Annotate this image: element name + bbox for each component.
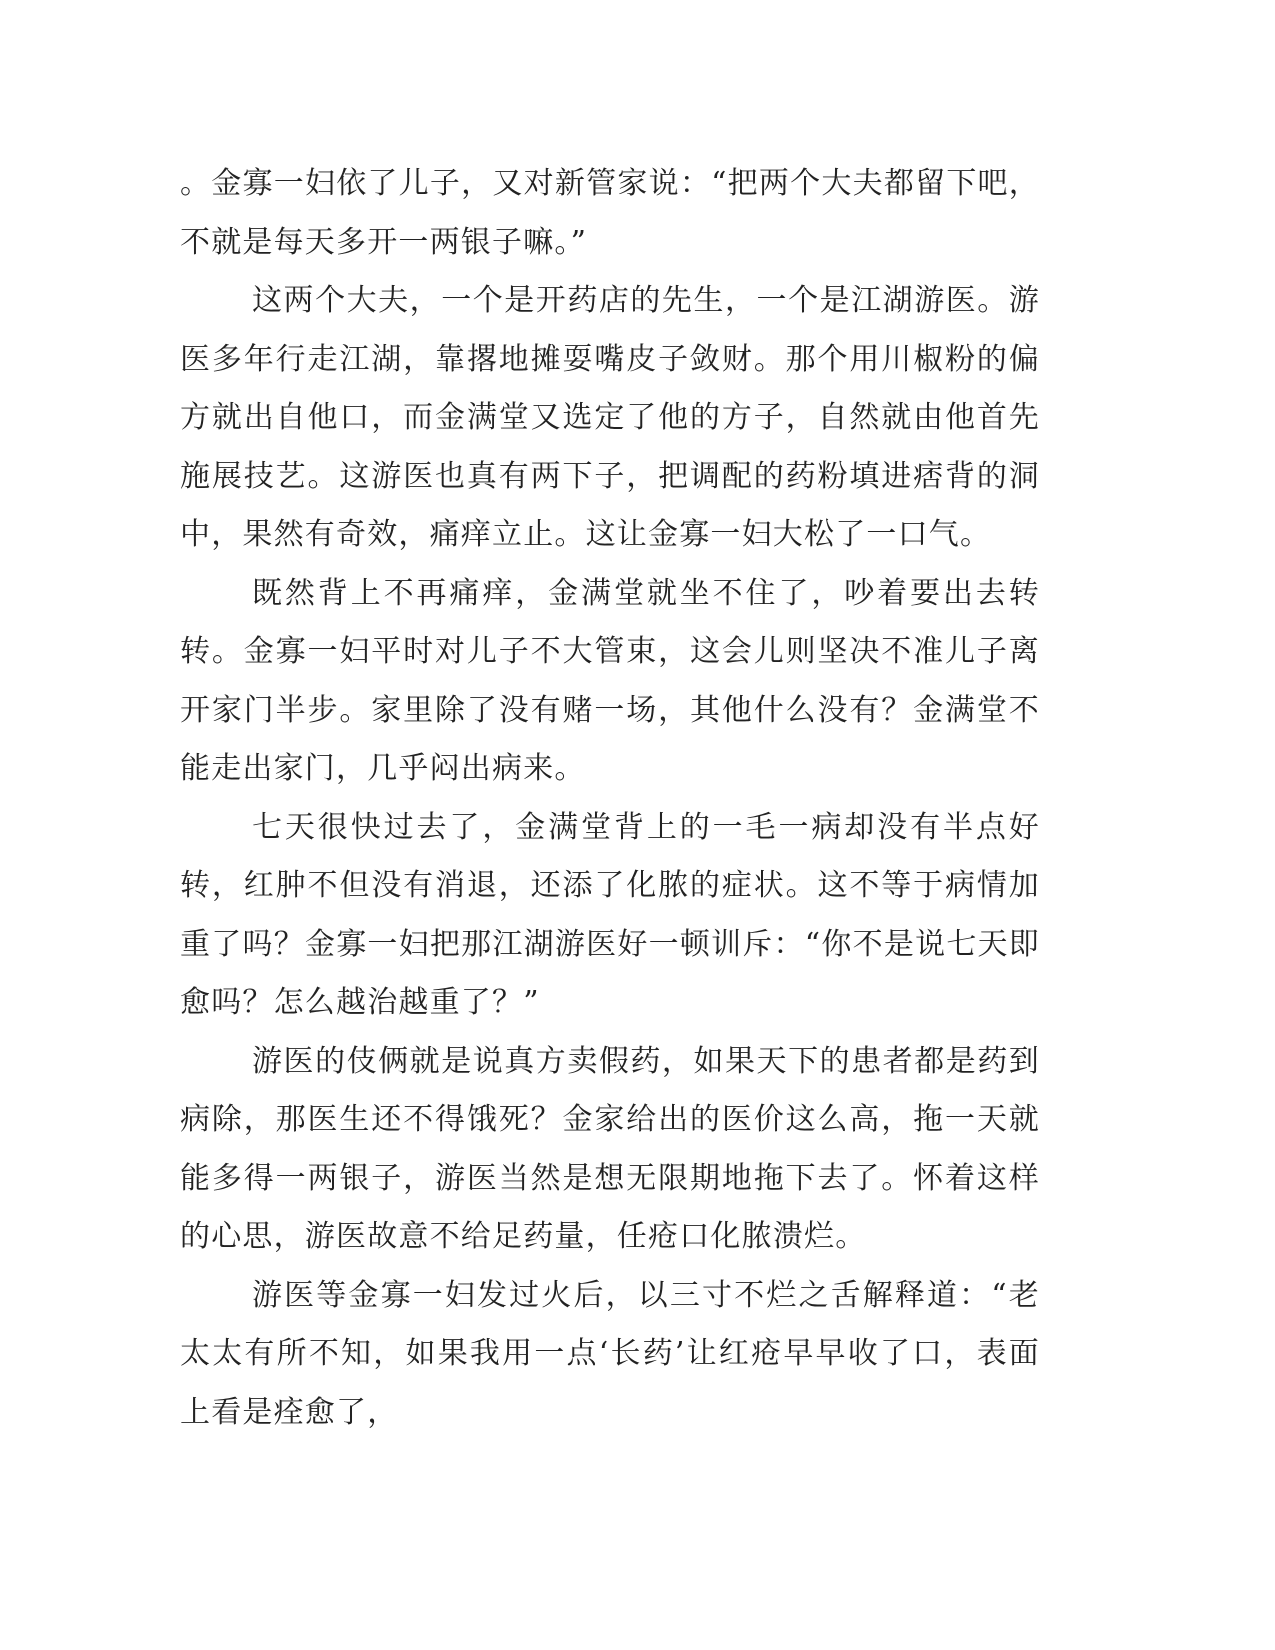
paragraph: 游医的伎俩就是说真方卖假药，如果天下的患者都是药到病除，那医生还不得饿死？金家给出的医价这么高，拖一天就能多得一两银子，游医当然是想无限期地拖下去了。怀着这样的心思，游医故意不给足药量，任疮口化脓溃烂。 (180, 1043, 1040, 1254)
body-text (180, 155, 1040, 1442)
paragraph: 游医等金寡一妇发过火后，以三寸不烂之舌解释道：“老太太有所不知，如果我用一点‘长药’让红疮早早收了口，表面上看是痊愈了， (180, 1277, 1040, 1430)
paragraph: 既然背上不再痛痒，金满堂就坐不住了，吵着要出去转转。金寡一妇平时对儿子不大管束，这会儿则坚决不准儿子离开家门半步。家里除了没有赌一场，其他什么没有？金满堂不能走出家门，几乎闷出病来。 (180, 575, 1040, 786)
paragraph: 这两个大夫，一个是开药店的先生，一个是江湖游医。游医多年行走江湖，靠撂地摊耍嘴皮子敛财。那个用川椒粉的偏方就出自他口，而金满堂又选定了他的方子，自然就由他首先施展技艺。这游医也真有两下子，把调配的药粉填进痞背的洞中，果然有奇效，痛痒立止。这让金寡一妇大松了一口气。 (180, 283, 1040, 552)
paragraph: 七天很快过去了，金满堂背上的一毛一病却没有半点好转，红肿不但没有消退，还添了化脓的症状。这不等于病情加重了吗？金寡一妇把那江湖游医好一顿训斥：“你不是说七天即愈吗？怎么越治越重了？” (180, 809, 1040, 1020)
paragraph-continuation: 。金寡一妇依了儿子，又对新管家说：“把两个大夫都留下吧，不就是每天多开一两银子嘛。” (180, 166, 1040, 260)
